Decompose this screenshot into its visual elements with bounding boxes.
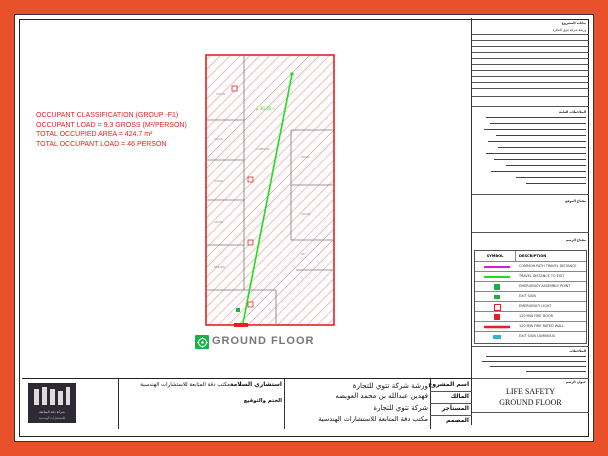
legend-desc: EXIT SIGN	[519, 294, 536, 298]
drawing-title-2: GROUND FLOOR	[499, 398, 562, 407]
occupancy-notes	[36, 111, 187, 149]
designer-label: المصمم	[446, 417, 469, 424]
logo-mark-icon	[28, 383, 76, 409]
panel-header: بيانات المشروع	[561, 21, 586, 25]
owner-value: فهدين عبدالله بن محمد العويضه	[335, 392, 428, 400]
room-label: STORE	[301, 156, 310, 159]
drawing-title-label: عنوان الرسم	[565, 380, 586, 384]
legend-desc: EXIT SIGN LUMINOUS	[519, 334, 555, 338]
room-label: STORE	[214, 180, 223, 183]
consultant-label: استشاري السلامة	[229, 381, 282, 388]
contractor-label: المستأجر	[441, 405, 469, 412]
floor-label: GROUND FLOOR	[212, 335, 315, 347]
occupancy-line-2: OCCUPANT LOAD = 9.3 GROSS (M²/PERSON)	[36, 121, 187, 129]
logo-cell	[22, 379, 119, 429]
company-logo	[28, 383, 76, 423]
room-label: CORRIDOR	[256, 148, 270, 151]
owner-label: المالك	[450, 393, 469, 400]
legend-desc: COMMON PATH TRAVEL DISTANCE	[519, 264, 577, 268]
emergency-light-symbol	[232, 86, 237, 91]
logo-text: شركة دقة المتابعة	[39, 410, 65, 414]
distance-label: ا 30.30 م	[256, 106, 274, 111]
room-label: OFFICE	[216, 93, 226, 96]
project-cell	[284, 379, 431, 429]
floor-plan	[196, 40, 344, 341]
project-label: اسم المشروع	[428, 381, 469, 388]
legend-row	[475, 331, 586, 342]
plan-outline	[206, 55, 334, 325]
room-label: OFFICE	[214, 221, 224, 224]
general-notes-title: الملاحظات العامة	[559, 110, 586, 114]
project-value: ورشة شركة تتوي للتجارة	[352, 381, 428, 390]
labels-cell	[430, 379, 472, 429]
room-label: OFFICE	[301, 213, 311, 216]
contractor-value: شركة تتوي للتجارة	[373, 404, 428, 412]
logo-subtext: للاستشارات الهندسية	[38, 416, 66, 420]
consultant-cell	[118, 379, 285, 429]
occupancy-line-4: TOTAL OCCUPANT LOAD = 46 PERSON	[36, 140, 167, 148]
room-label: WC	[301, 253, 306, 256]
legend-desc: 120 MIN FIRE DOOR	[519, 314, 553, 318]
stamp-label: الختم والتوقيع	[243, 398, 282, 404]
consultant-value: مكتب دقة المتابعة للاستشارات الهندسية	[140, 382, 230, 388]
notes-title: الملاحظات	[569, 349, 586, 353]
occupancy-line-3: TOTAL OCCUPIED AREA = 424.7 m²	[36, 131, 153, 139]
legend-head-symbol: SYMBOL	[475, 251, 516, 261]
legend-title: مفتاح الرسم	[565, 238, 586, 242]
exit-door	[234, 323, 248, 327]
occupancy-line-1: OCCUPANT CLASSIFICATION (GROUP -F1)	[36, 112, 179, 119]
legend-table	[474, 250, 587, 344]
travel-start-point	[290, 72, 293, 75]
assembly-point-icon	[195, 335, 209, 349]
designer-value: مكتب دقة المتابعة للاستشارات الهندسية	[318, 415, 428, 423]
exit-sign-symbol	[236, 308, 240, 312]
legend-desc: EMERGENCY ASSEMBLY POINT	[519, 284, 571, 288]
emergency-light-symbol	[248, 240, 253, 245]
emergency-light-symbol	[248, 302, 253, 307]
right-info-panel	[471, 18, 589, 425]
legend-desc: TRAVEL DISTANCE TO EXIT	[519, 274, 565, 278]
room-label: OFFICE	[214, 138, 224, 141]
keyplan-title: مفتاح الموقع	[565, 199, 586, 203]
room-label: MEETING	[214, 266, 226, 269]
legend-desc: 120 MIN FIRE RATED WALL	[519, 324, 565, 328]
legend-head-desc: DESCRIPTION	[519, 254, 547, 258]
legend-desc: EMERGENCY LIGHT	[519, 304, 552, 308]
panel-project-owner: ورشة شركة تتوي للتجارة	[552, 28, 586, 32]
title-block	[22, 378, 472, 429]
drawing-title-1: LIFE SAFETY	[505, 387, 556, 396]
emergency-light-symbol	[248, 177, 253, 182]
